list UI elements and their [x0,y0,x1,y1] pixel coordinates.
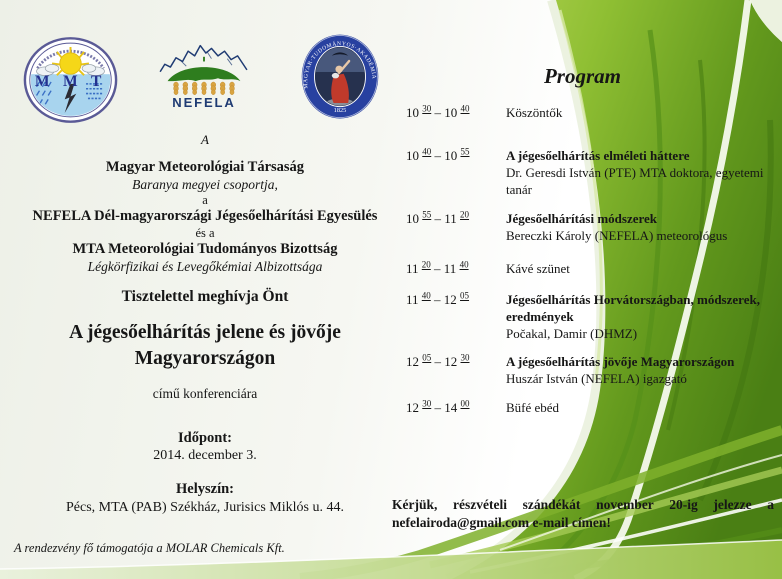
program-entry [506,260,778,277]
program-entry-details: Počakal, Damir (DHMZ) [506,326,638,341]
org2-name: NEFELA Dél-magyarországi Jégesőelhárítási Egyesülés [32,208,378,225]
program-entry-title: Kávé szünet [506,261,570,276]
program-schedule [406,104,778,432]
program-entry-details: Huszár István (NEFELA) igazgató [506,371,687,386]
program-row [406,260,778,277]
program-entry-details: Bereczki Károly (NEFELA) meteorológus [506,228,728,243]
date-label: Időpont: [178,429,232,446]
org1-subunit: Baranya megyei csoportja, [132,176,278,192]
invite-line: Tisztelettel meghívja Önt [121,288,289,306]
conjunction-2: és a [195,225,215,240]
conference-title-line2: Magyarországon [134,348,276,370]
program-entry [506,104,778,121]
program-time: 12 $^{05}$ – 12 $^{30}$ [406,352,470,369]
program-time: 11 $^{40}$ – 12 $^{05}$ [406,290,470,307]
program-row [406,353,778,387]
mta-year: 1825 [333,107,347,115]
program-entry-details: Dr. Geresdi István (PTE) MTA doktora, egyetemi tanár [506,165,764,197]
program-entry-title: Jégesőelhárítási módszerek [506,211,658,226]
program-entry [506,147,778,198]
rsvp-note: Kérjük, részvételi szándékát november 20-ig jelezze a nefelairoda@gmail.com e-mail címen! [392,497,774,530]
program-entry-title: A jégesőelhárítás jövője Magyarországon [506,354,735,369]
program-title: Program [543,64,621,88]
mta-logo [299,30,381,124]
program-entry [506,353,778,387]
program-entry [506,291,778,342]
sponsor-line: A rendezvény fő támogatója a MOLAR Chemicals Kft. [14,541,285,555]
nefela-wordmark: NEFELA [172,95,236,110]
program-entry [506,399,778,416]
program-entry-title: A jégesőelhárítás elméleti háttere [506,148,690,163]
program-time: 10 $^{55}$ – 11 $^{20}$ [406,209,470,226]
conference-title [0,320,410,372]
program-time: 10 $^{40}$ – 10 $^{55}$ [406,146,470,163]
org1-name: Magyar Meteorológiai Társaság [105,158,305,175]
conjunction-1: a [202,193,208,208]
mta-ring-text: MAGYAR·TUDOMÁNYOS·AKADÉMIA [303,41,377,89]
date-value: 2014. december 3. [153,448,257,464]
invitation-column [0,132,410,516]
program-entry-title: Jégesőelhárítás Horvátországban, módszerek, eredmények [506,292,760,324]
program-entry-title: Büfé ebéd [506,400,560,415]
venue-label: Helyszín: [176,481,234,498]
program-entry [506,210,778,244]
nefela-logo [150,40,258,110]
org3-subunit: Légkörfizikai és Levegőkémiai Albizottsága [87,258,323,274]
mmt-letters: M M T [34,72,107,90]
conference-title-line1: A jégesőelhárítás jelene és jövője [69,322,341,344]
mmt-logo [22,34,119,126]
org3-name: MTA Meteorológiai Tudományos Bizottság [72,241,338,258]
program-row [406,210,778,244]
program-row [406,104,778,121]
program-entry-title: Köszöntők [506,105,563,120]
program-time: 11 $^{20}$ – 11 $^{40}$ [406,259,469,276]
conference-subtitle: című konferenciára [152,386,258,402]
venue-value: Pécs, MTA (PAB) Székház, Jurisics Miklós u. 44. [66,500,344,516]
wheat-row [174,82,235,95]
article-a: A [201,132,209,147]
program-row [406,147,778,198]
program-time: 10 $^{30}$ – 10 $^{40}$ [406,103,470,120]
program-time: 12 $^{30}$ – 14 $^{00}$ [406,398,470,415]
program-row [406,291,778,342]
program-row [406,399,778,416]
